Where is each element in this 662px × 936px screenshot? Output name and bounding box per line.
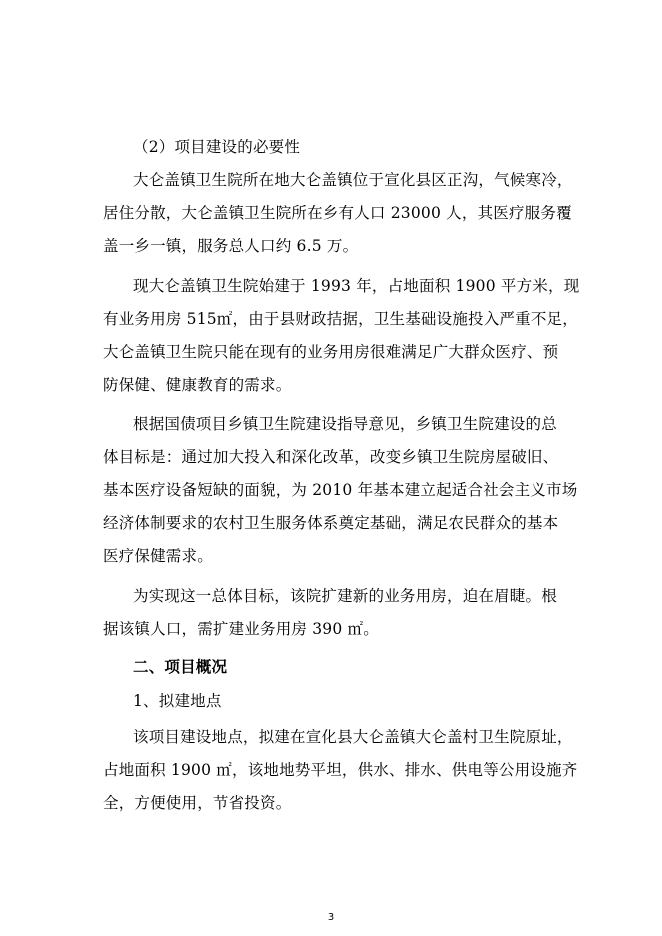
subsection-heading: 1、拟建地点 <box>133 692 222 710</box>
text-line: 根据国债项目乡镇卫生院建设指导意见，乡镇卫生院建设的总 <box>133 415 557 433</box>
page-number: 3 <box>327 912 335 923</box>
section-heading: 二、项目概况 <box>133 657 228 676</box>
text-line: 为实现这一总体目标，该院扩建新的业务用房，迫在眉睫。根 <box>133 587 557 605</box>
text-line: 基本医疗设备短缺的面貌，为 2010 年基本建立起适合社会主义市场 <box>103 481 578 499</box>
text-line: 盖一乡一镇，服务总人口约 6.5 万。 <box>103 237 359 255</box>
text-line: 大仑盖镇卫生院只能在现有的业务用房很难满足广大群众医疗、预 <box>103 343 559 361</box>
text-line: 居住分散，大仑盖镇卫生院所在乡有人口 23000 人，其医疗服务覆 <box>103 204 572 222</box>
text-line: 占地面积 1900 ㎡，该地地势平坦，供水、排水、供电等公用设施齐 <box>103 761 578 779</box>
text-line: 防保健、健康教育的需求。 <box>103 376 292 394</box>
text-line: 现大仑盖镇卫生院始建于 1993 年，占地面积 1900 平方米，现 <box>133 277 580 295</box>
section-subheading: （2）项目建设的必要性 <box>133 138 301 156</box>
text-line: 该项目建设地点，拟建在宣化县大仑盖镇大仑盖村卫生院原址， <box>133 728 573 746</box>
text-line: 医疗保健需求。 <box>103 547 213 565</box>
text-line: 全，方便使用，节省投资。 <box>103 794 292 812</box>
text-line: 体目标是：通过加大投入和深化改革，改变乡镇卫生院房屋破旧、 <box>103 448 559 466</box>
text-line: 经济体制要求的农村卫生服务体系奠定基础，满足农民群众的基本 <box>103 514 559 532</box>
text-line: 有业务用房 515㎡，由于县财政拮据，卫生基础设施投入严重不足， <box>103 310 578 328</box>
text-line: 据该镇人口，需扩建业务用房 390 ㎡。 <box>103 620 379 638</box>
text-line: 大仑盖镇卫生院所在地大仑盖镇位于宣化县区正沟，气候寒冷， <box>133 171 573 189</box>
